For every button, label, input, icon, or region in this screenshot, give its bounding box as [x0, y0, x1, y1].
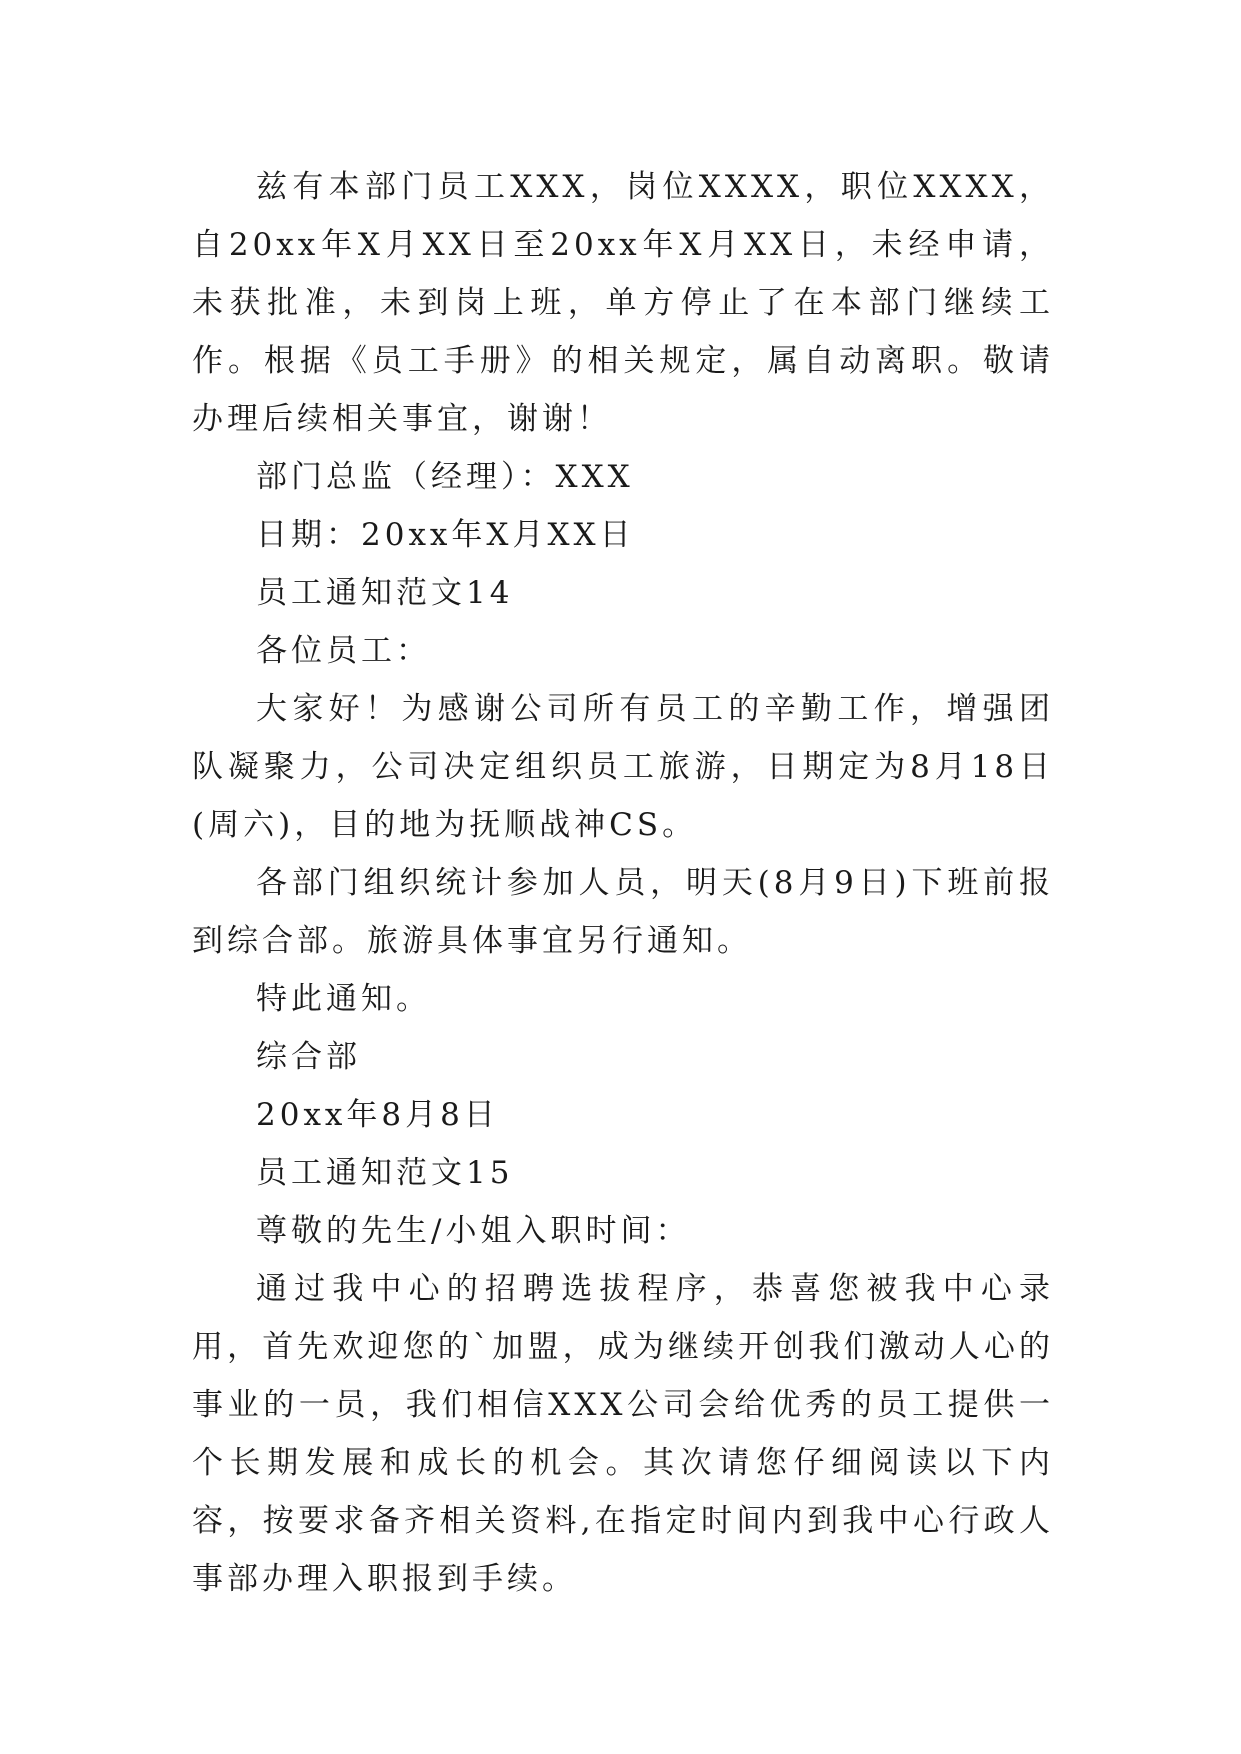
paragraph-date: 日期：20xx年X月XX日 — [256, 517, 635, 553]
paragraph-onboarding: 通过我中心的招聘选拔程序，恭喜您被我中心录用，首先欢迎您的`加盟，成为继续开创我们激动人心的事业的一员，我们相信XXX公司会给优秀的员工提供一个长期发展和成长的机会。其次请您仔细阅读以下内容，按要求备齐相关资料,在指定时间内到我中心行政人事部办理入职报到手续。 — [192, 1271, 1054, 1597]
paragraph-closing: 特此通知。 — [256, 981, 431, 1017]
paragraph-greeting: 尊敬的先生/小姐入职时间： — [256, 1213, 691, 1249]
section-title-15: 员工通知范文15 — [256, 1155, 514, 1191]
paragraph-department-director: 部门总监（经理）：XXX — [256, 459, 634, 495]
paragraph-travel-notice: 大家好！为感谢公司所有员工的辛勤工作，增强团队凝聚力，公司决定组织员工旅游，日期定为8月18日(周六)，目的地为抚顺战神CS。 — [192, 691, 1054, 843]
document-body — [192, 158, 1054, 1608]
paragraph-registration: 各部门组织统计参加人员，明天(8月9日)下班前报到综合部。旅游具体事宜另行通知。 — [192, 865, 1054, 959]
paragraph-signature-date: 20xx年8月8日 — [256, 1097, 499, 1133]
paragraph-resignation-notice: 兹有本部门员工XXX，岗位XXXX，职位XXXX，自20xx年X月XX日至20xx年X月XX日，未经申请，未获批准，未到岗上班，单方停止了在本部门继续工作。根据《员工手册》的相关规定，属自动离职。敬请办理后续相关事宜，谢谢！ — [192, 169, 1054, 437]
section-title-14: 员工通知范文14 — [256, 575, 514, 611]
paragraph-signature-department: 综合部 — [256, 1039, 361, 1075]
paragraph-salutation: 各位员工： — [256, 633, 431, 669]
